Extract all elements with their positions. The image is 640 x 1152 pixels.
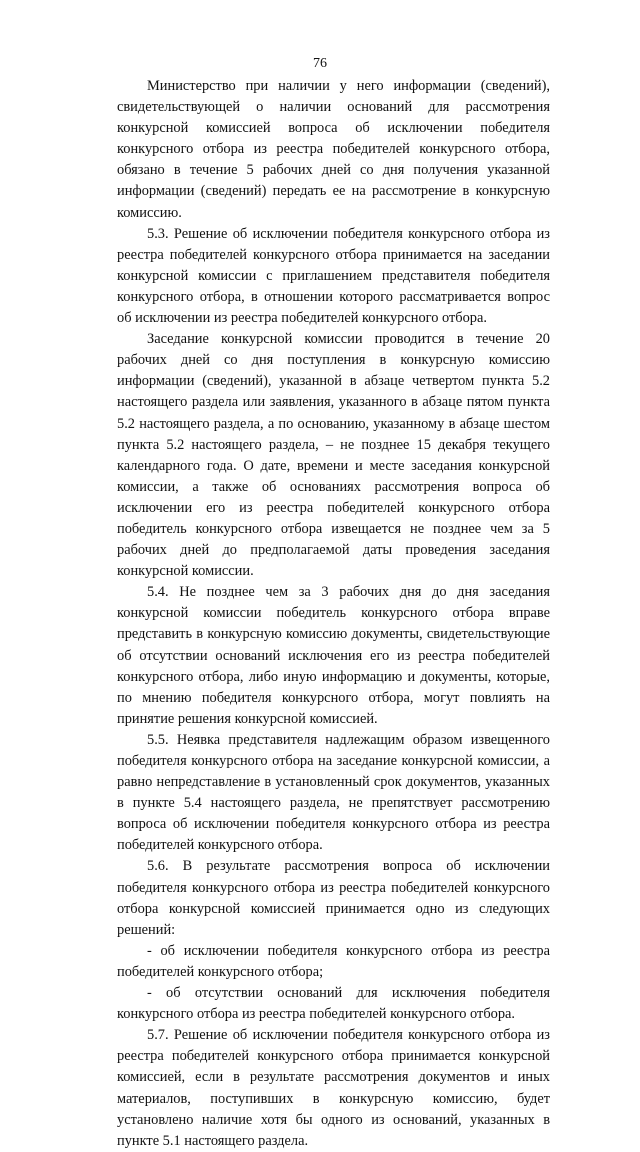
paragraph-5-6: 5.6. В результате рассмотрения вопроса об исключении победителя конкурсного отбора из реестра победителей конкурсного отбора конкурсной комиссией принимается одно из следующих решений: xyxy=(117,858,550,938)
list-item: - об отсутствии оснований для исключения победителя конкурсного отбора из реестра победителей конкурсного отбора. xyxy=(117,985,550,1023)
paragraph-5-5: 5.5. Неявка представителя надлежащим образом извещенного победителя конкурсного отбора на заседание конкурсной комиссии, а равно непредставление в установленный срок документов, указанных в пункте 5.4 настоящего раздела, не препятствует рассмотрению вопроса об исключении победителя конкурсного отбора из реестра победителей конкурсного отбора. xyxy=(117,731,550,854)
paragraph: Заседание конкурсной комиссии проводится в течение 20 рабочих дней со дня поступления в конкурсную комиссию информации (сведений), указанной в абзаце четвертом пункта 5.2 настоящего раздела или заявления, указанного в абзаце пятом пункта 5.2 настоящего раздела, а по основанию, указанному в абзаце шестом пункта 5.2 настоящего раздела, – не позднее 15 декабря текущего календарного года. О дате, времени и месте заседания конкурсной комиссии, а также об основаниях рассмотрения вопроса об исключении его из реестра победителей конкурсного отбора победитель конкурсного отбора извещается не позднее чем за 5 рабочих дней до предполагаемой даты проведения заседания конкурсной комиссии. xyxy=(117,331,550,580)
list-item: - об исключении победителя конкурсного отбора из реестра победителей конкурсного отбора; xyxy=(117,942,550,980)
paragraph-5-4: 5.4. Не позднее чем за 3 рабочих дня до дня заседания конкурсной комиссии победитель конкурсного отбора вправе представить в конкурсную комиссию документы, свидетельствующие об отсутствии оснований исключения его из реестра победителей конкурсного отбора, либо иную информацию и документы, которые, по мнению победителя конкурсного отбора, могут повлиять на принятие решения конкурсной комиссией. xyxy=(117,584,550,727)
paragraph-5-3: 5.3. Решение об исключении победителя конкурсного отбора из реестра победителей конкурсного отбора принимается на заседании конкурсной комиссии с приглашением представителя победителя конкурсного отбора, в отношении которого рассматривается вопрос об исключении из реестра победителей конкурсного отбора. xyxy=(117,225,550,327)
paragraph-5-7: 5.7. Решение об исключении победителя конкурсного отбора из реестра победителей конкурсного отбора принимается конкурсной комиссией, если в результате рассмотрения документов и иных материалов, поступивших в конкурсную комиссию, будет установлено наличие хотя бы одного из оснований, указанных в пункте 5.1 настоящего раздела. xyxy=(117,1027,550,1149)
paragraph: Министерство при наличии у него информации (сведений), свидетельствующей о наличии оснований для рассмотрения конкурсной комиссией вопроса об исключении победителя конкурсного отбора из реестра победителей конкурсного отбора, обязано в течение 5 рабочих дней со дня получения указанной информации (сведений) передать ее на рассмотрение в конкурсную комиссию. xyxy=(117,78,550,221)
page-number: 76 xyxy=(313,56,327,71)
document-body xyxy=(117,76,550,1152)
